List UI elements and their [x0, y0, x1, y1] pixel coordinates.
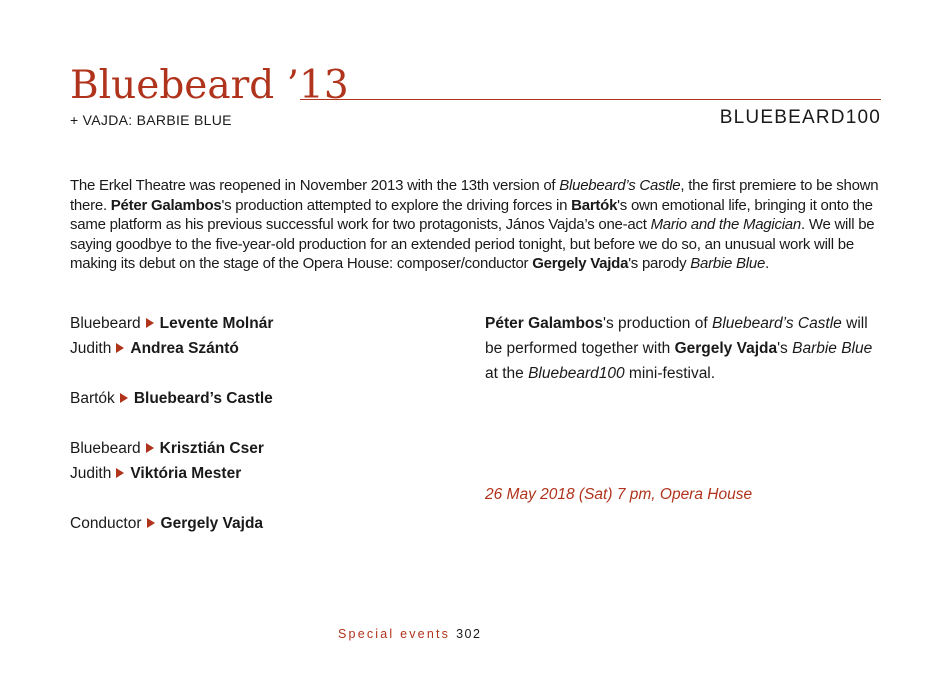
intro-person: Péter Galambos [110, 196, 222, 214]
intro-text: The Erkel Theatre was reopened in November 2013 with the 13th version of [70, 177, 560, 194]
cast-name: Andrea Szántó [130, 340, 239, 357]
note-festival-name: Bluebeard100 [528, 365, 625, 382]
cast-role: Conductor [70, 515, 142, 532]
intro-text: 's own emotional life, bringing it onto the same platform as his previous successful work for two protagonists, János Vajda’s one-act [70, 196, 873, 233]
cast-row [70, 436, 450, 461]
cast-name: Gergely Vajda [160, 515, 264, 532]
cast-spacer [70, 411, 450, 436]
intro-work-title: Bluebeard’s Castle [559, 177, 681, 194]
triangle-arrow-icon [146, 443, 154, 453]
triangle-arrow-icon [120, 393, 128, 403]
page-number: 302 [456, 627, 482, 641]
triangle-arrow-icon [146, 318, 154, 328]
cast-name: Bluebeard’s Castle [133, 390, 273, 407]
cast-name: Levente Molnár [159, 315, 274, 332]
intro-person: Gergely Vajda [532, 255, 629, 272]
intro-text: . We will be saying goodbye to the five-year-old production for an extended period tonight, but before we do so, an unusual work will be making its debut on the stage of the Opera House: composer/conductor [70, 216, 875, 272]
cast-row [70, 386, 450, 411]
cast-name: Krisztián Cser [159, 440, 264, 457]
festival-brand: BLUEBEARD100 [719, 107, 881, 128]
note-text: 's production of [603, 315, 712, 332]
title-rule [300, 99, 881, 100]
cast-role: Judith [70, 340, 112, 357]
footer-section-label: Special events [338, 627, 451, 641]
note-work-title: Bluebeard’s Castle [711, 315, 842, 332]
page-title: Bluebeard ’13 [70, 63, 349, 108]
cast-row [70, 461, 450, 486]
cast-role: Bartók [70, 390, 115, 407]
triangle-arrow-icon [147, 518, 155, 528]
note-person: Péter Galambos [485, 315, 604, 332]
cast-list [70, 311, 450, 536]
cast-name: Viktória Mester [130, 465, 242, 482]
cast-role: Bluebeard [70, 440, 141, 457]
page-footer [338, 627, 481, 641]
intro-text: 's parody [628, 255, 691, 272]
cast-row [70, 336, 450, 361]
triangle-arrow-icon [116, 343, 124, 353]
event-date: 26 May 2018 (Sat) 7 pm, Opera House [485, 486, 753, 503]
intro-person: Bartók [571, 196, 618, 214]
note-person: Gergely Vajda [674, 340, 778, 357]
cast-row [70, 511, 450, 536]
note-text: 's [777, 340, 793, 357]
cast-role: Bluebeard [70, 315, 141, 332]
cast-row [70, 311, 450, 336]
production-note [485, 311, 885, 386]
triangle-arrow-icon [116, 468, 124, 478]
cast-spacer [70, 486, 450, 511]
intro-text: , the first premiere to be shown there. [70, 177, 879, 214]
intro-paragraph [70, 176, 880, 274]
note-text: will be performed together with [485, 315, 868, 357]
note-work-title: Barbie Blue [792, 340, 873, 357]
cast-spacer [70, 361, 450, 386]
intro-text: 's production attempted to explore the driving forces in [221, 196, 572, 214]
intro-work-title: Mario and the Magician [650, 216, 801, 233]
intro-text: . [765, 255, 769, 272]
intro-work-title: Barbie Blue [690, 255, 766, 272]
note-text: at the [485, 365, 529, 382]
subtitle: + VAJDA: BARBIE BLUE [70, 112, 232, 128]
cast-role: Judith [70, 465, 112, 482]
note-text: mini-festival. [624, 365, 716, 382]
